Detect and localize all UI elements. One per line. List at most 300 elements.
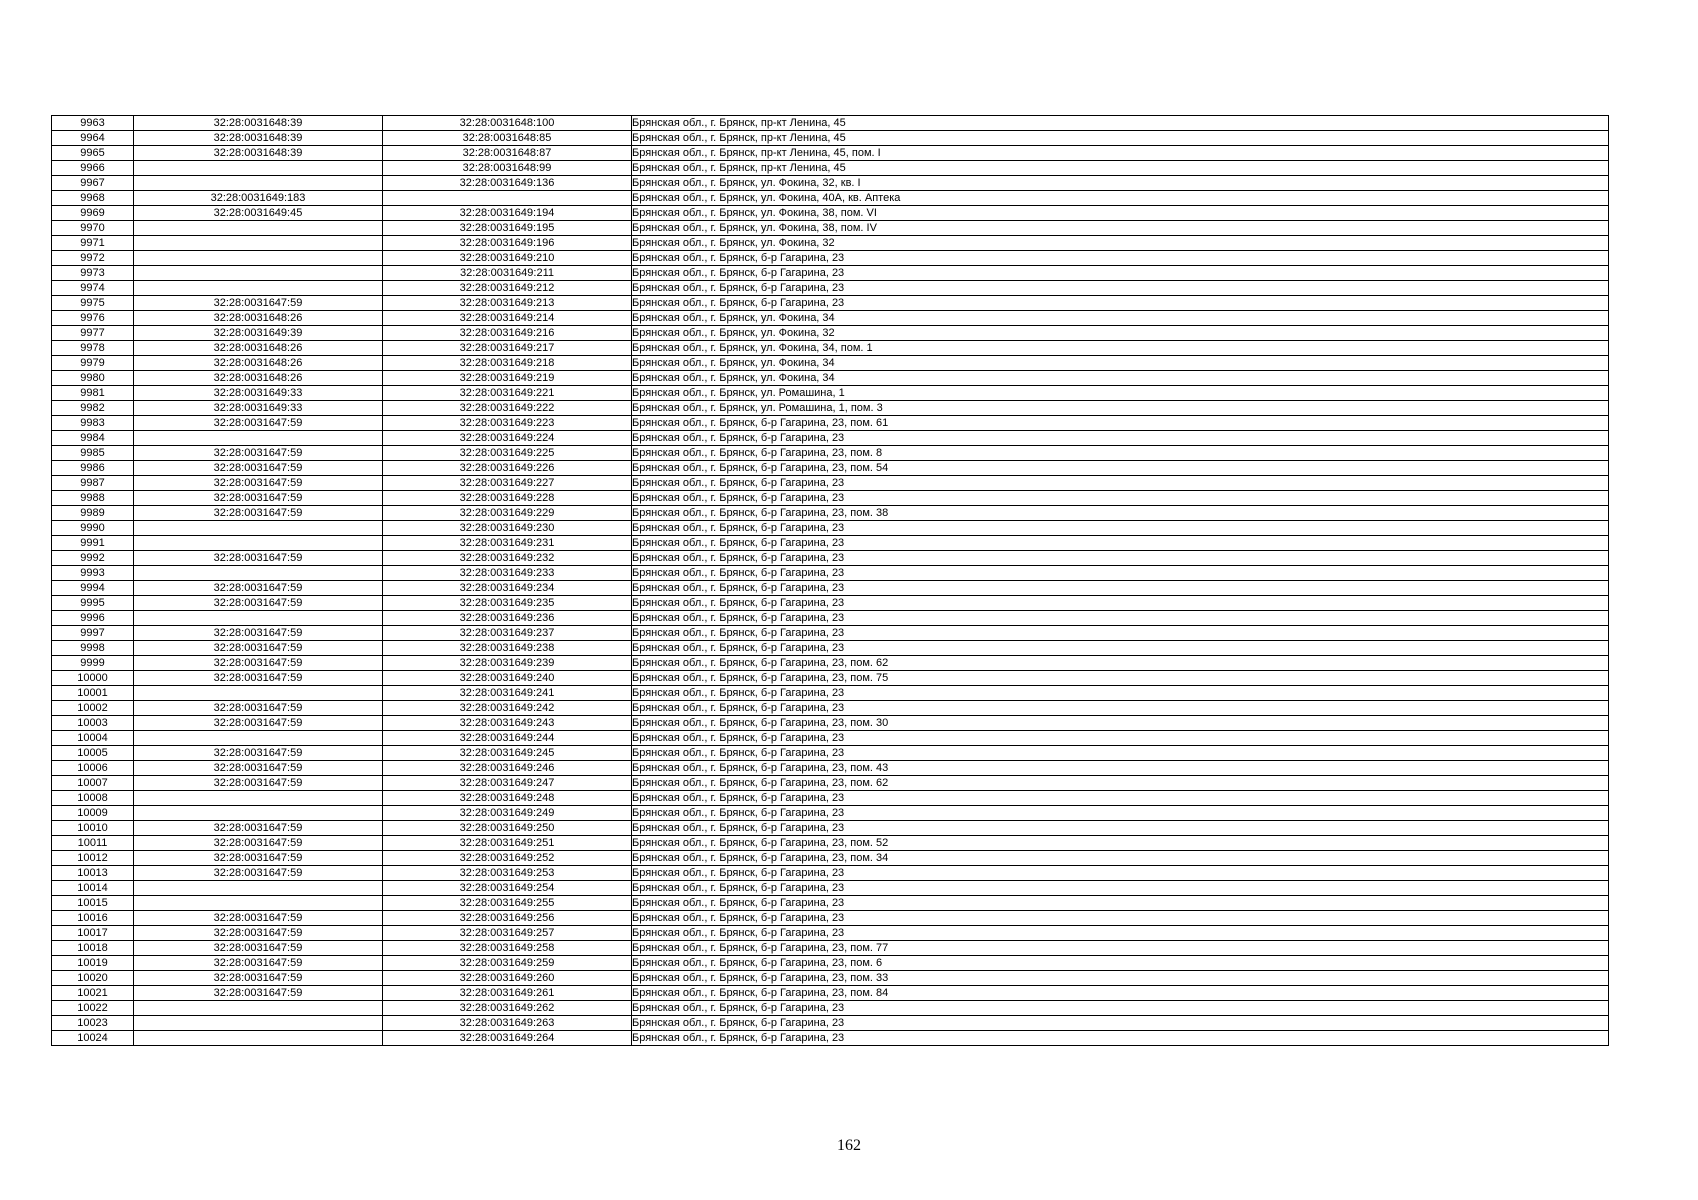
parent-cadastral-number-cell: 32:28:0031647:59: [134, 446, 383, 461]
table-row: [52, 161, 1609, 176]
table-row: [52, 491, 1609, 506]
row-number-cell: 9968: [52, 191, 134, 206]
table-row: [52, 461, 1609, 476]
parent-cadastral-number-cell: 32:28:0031647:59: [134, 956, 383, 971]
parent-cadastral-number-cell: [134, 536, 383, 551]
cadastral-number-cell: 32:28:0031649:245: [383, 746, 632, 761]
cadastral-number-cell: 32:28:0031649:218: [383, 356, 632, 371]
cadastral-number-cell: 32:28:0031649:256: [383, 911, 632, 926]
parent-cadastral-number-cell: [134, 1031, 383, 1046]
row-number-cell: 10007: [52, 776, 134, 791]
parent-cadastral-number-cell: 32:28:0031647:59: [134, 821, 383, 836]
parent-cadastral-number-cell: 32:28:0031647:59: [134, 986, 383, 1001]
address-cell: Брянская обл., г. Брянск, б-р Гагарина, 23, пом. 38: [632, 506, 1609, 521]
address-cell: Брянская обл., г. Брянск, б-р Гагарина, 23, пом. 75: [632, 671, 1609, 686]
table-row: [52, 266, 1609, 281]
address-cell: Брянская обл., г. Брянск, б-р Гагарина, 23, пом. 62: [632, 656, 1609, 671]
row-number-cell: 9993: [52, 566, 134, 581]
table-row: [52, 791, 1609, 806]
parent-cadastral-number-cell: [134, 566, 383, 581]
parent-cadastral-number-cell: 32:28:0031647:59: [134, 656, 383, 671]
cadastral-number-cell: 32:28:0031649:239: [383, 656, 632, 671]
address-cell: Брянская обл., г. Брянск, ул. Фокина, 34: [632, 356, 1609, 371]
address-cell: Брянская обл., г. Брянск, б-р Гагарина, 23: [632, 746, 1609, 761]
cadastral-number-cell: 32:28:0031649:250: [383, 821, 632, 836]
cadastral-number-cell: 32:28:0031649:253: [383, 866, 632, 881]
row-number-cell: 10014: [52, 881, 134, 896]
table-row: [52, 341, 1609, 356]
cadastral-number-cell: 32:28:0031649:234: [383, 581, 632, 596]
row-number-cell: 9989: [52, 506, 134, 521]
table-row: [52, 956, 1609, 971]
table-row: [52, 311, 1609, 326]
address-cell: Брянская обл., г. Брянск, б-р Гагарина, 23, пом. 6: [632, 956, 1609, 971]
table-row: [52, 416, 1609, 431]
address-cell: Брянская обл., г. Брянск, б-р Гагарина, 23, пом. 43: [632, 761, 1609, 776]
address-cell: Брянская обл., г. Брянск, ул. Фокина, 34: [632, 311, 1609, 326]
row-number-cell: 10024: [52, 1031, 134, 1046]
row-number-cell: 9981: [52, 386, 134, 401]
row-number-cell: 10017: [52, 926, 134, 941]
table-row: [52, 761, 1609, 776]
table-row: [52, 1001, 1609, 1016]
table-row: [52, 821, 1609, 836]
parent-cadastral-number-cell: 32:28:0031647:59: [134, 941, 383, 956]
row-number-cell: 10016: [52, 911, 134, 926]
cadastral-number-cell: 32:28:0031649:219: [383, 371, 632, 386]
row-number-cell: 10010: [52, 821, 134, 836]
parent-cadastral-number-cell: 32:28:0031648:39: [134, 131, 383, 146]
cadastral-number-cell: 32:28:0031649:222: [383, 401, 632, 416]
table-row: [52, 206, 1609, 221]
table-row: [52, 926, 1609, 941]
row-number-cell: 10009: [52, 806, 134, 821]
address-cell: Брянская обл., г. Брянск, б-р Гагарина, 23: [632, 281, 1609, 296]
row-number-cell: 9977: [52, 326, 134, 341]
parent-cadastral-number-cell: [134, 611, 383, 626]
parent-cadastral-number-cell: [134, 176, 383, 191]
table-row: [52, 506, 1609, 521]
address-cell: Брянская обл., г. Брянск, б-р Гагарина, 23, пом. 33: [632, 971, 1609, 986]
parent-cadastral-number-cell: 32:28:0031649:183: [134, 191, 383, 206]
cadastral-number-cell: 32:28:0031649:227: [383, 476, 632, 491]
parent-cadastral-number-cell: 32:28:0031647:59: [134, 296, 383, 311]
table-row: [52, 356, 1609, 371]
table-row: [52, 146, 1609, 161]
table-row: [52, 596, 1609, 611]
address-cell: Брянская обл., г. Брянск, б-р Гагарина, 23, пом. 62: [632, 776, 1609, 791]
row-number-cell: 10005: [52, 746, 134, 761]
cadastral-number-cell: 32:28:0031649:264: [383, 1031, 632, 1046]
table-row: [52, 536, 1609, 551]
address-cell: Брянская обл., г. Брянск, б-р Гагарина, 23: [632, 431, 1609, 446]
row-number-cell: 9979: [52, 356, 134, 371]
cadastral-number-cell: 32:28:0031649:247: [383, 776, 632, 791]
parent-cadastral-number-cell: [134, 521, 383, 536]
parent-cadastral-number-cell: 32:28:0031647:59: [134, 626, 383, 641]
parent-cadastral-number-cell: 32:28:0031647:59: [134, 971, 383, 986]
cadastral-number-cell: 32:28:0031649:254: [383, 881, 632, 896]
cadastral-number-cell: 32:28:0031649:194: [383, 206, 632, 221]
parent-cadastral-number-cell: 32:28:0031647:59: [134, 461, 383, 476]
cadastral-number-cell: 32:28:0031649:214: [383, 311, 632, 326]
address-cell: Брянская обл., г. Брянск, б-р Гагарина, 23: [632, 1016, 1609, 1031]
cadastral-number-cell: 32:28:0031649:223: [383, 416, 632, 431]
address-cell: Брянская обл., г. Брянск, б-р Гагарина, 23: [632, 926, 1609, 941]
row-number-cell: 9971: [52, 236, 134, 251]
address-cell: Брянская обл., г. Брянск, б-р Гагарина, 23: [632, 626, 1609, 641]
parent-cadastral-number-cell: 32:28:0031647:59: [134, 911, 383, 926]
cadastral-number-cell: [383, 191, 632, 206]
table-row: [52, 611, 1609, 626]
cadastral-number-cell: 32:28:0031648:100: [383, 116, 632, 131]
parent-cadastral-number-cell: 32:28:0031647:59: [134, 836, 383, 851]
parent-cadastral-number-cell: 32:28:0031648:26: [134, 311, 383, 326]
row-number-cell: 9990: [52, 521, 134, 536]
row-number-cell: 9984: [52, 431, 134, 446]
cadastral-number-cell: 32:28:0031649:241: [383, 686, 632, 701]
parent-cadastral-number-cell: 32:28:0031649:45: [134, 206, 383, 221]
row-number-cell: 9983: [52, 416, 134, 431]
row-number-cell: 10008: [52, 791, 134, 806]
cadastral-number-cell: 32:28:0031649:258: [383, 941, 632, 956]
parent-cadastral-number-cell: [134, 236, 383, 251]
cadastral-number-cell: 32:28:0031649:257: [383, 926, 632, 941]
table-row: [52, 686, 1609, 701]
table-row: [52, 131, 1609, 146]
address-cell: Брянская обл., г. Брянск, ул. Фокина, 32: [632, 236, 1609, 251]
parent-cadastral-number-cell: [134, 791, 383, 806]
table-row: [52, 896, 1609, 911]
table-row: [52, 881, 1609, 896]
table-row: [52, 446, 1609, 461]
table-row: [52, 176, 1609, 191]
address-cell: Брянская обл., г. Брянск, ул. Фокина, 40А, кв. Аптека: [632, 191, 1609, 206]
row-number-cell: 9996: [52, 611, 134, 626]
row-number-cell: 9975: [52, 296, 134, 311]
cadastral-number-cell: 32:28:0031649:195: [383, 221, 632, 236]
parent-cadastral-number-cell: 32:28:0031649:33: [134, 401, 383, 416]
address-cell: Брянская обл., г. Брянск, б-р Гагарина, 23: [632, 611, 1609, 626]
address-cell: Брянская обл., г. Брянск, б-р Гагарина, 23: [632, 821, 1609, 836]
address-cell: Брянская обл., г. Брянск, ул. Фокина, 32, кв. I: [632, 176, 1609, 191]
table-row: [52, 626, 1609, 641]
cadastral-number-cell: 32:28:0031649:255: [383, 896, 632, 911]
table-row: [52, 641, 1609, 656]
cadastral-number-cell: 32:28:0031649:221: [383, 386, 632, 401]
address-cell: Брянская обл., г. Брянск, б-р Гагарина, 23: [632, 551, 1609, 566]
address-cell: Брянская обл., г. Брянск, б-р Гагарина, 23: [632, 251, 1609, 266]
address-cell: Брянская обл., г. Брянск, б-р Гагарина, 23: [632, 911, 1609, 926]
row-number-cell: 10015: [52, 896, 134, 911]
row-number-cell: 9997: [52, 626, 134, 641]
address-cell: Брянская обл., г. Брянск, б-р Гагарина, 23: [632, 536, 1609, 551]
address-cell: Брянская обл., г. Брянск, б-р Гагарина, 23: [632, 596, 1609, 611]
row-number-cell: 9985: [52, 446, 134, 461]
table-row: [52, 551, 1609, 566]
table-row: [52, 941, 1609, 956]
table-row: [52, 326, 1609, 341]
cadastral-number-cell: 32:28:0031649:136: [383, 176, 632, 191]
table-row: [52, 836, 1609, 851]
cadastral-number-cell: 32:28:0031648:99: [383, 161, 632, 176]
table-row: [52, 776, 1609, 791]
row-number-cell: 9998: [52, 641, 134, 656]
parent-cadastral-number-cell: [134, 431, 383, 446]
table-row: [52, 386, 1609, 401]
row-number-cell: 9995: [52, 596, 134, 611]
row-number-cell: 9969: [52, 206, 134, 221]
row-number-cell: 10022: [52, 1001, 134, 1016]
address-cell: Брянская обл., г. Брянск, б-р Гагарина, 23, пом. 61: [632, 416, 1609, 431]
row-number-cell: 9974: [52, 281, 134, 296]
address-cell: Брянская обл., г. Брянск, б-р Гагарина, 23: [632, 641, 1609, 656]
parent-cadastral-number-cell: 32:28:0031647:59: [134, 716, 383, 731]
address-cell: Брянская обл., г. Брянск, б-р Гагарина, 23: [632, 1001, 1609, 1016]
table-body: [52, 116, 1609, 1046]
cadastral-number-cell: 32:28:0031649:237: [383, 626, 632, 641]
row-number-cell: 9980: [52, 371, 134, 386]
table-row: [52, 716, 1609, 731]
cadastral-number-cell: 32:28:0031649:244: [383, 731, 632, 746]
address-cell: Брянская обл., г. Брянск, б-р Гагарина, 23: [632, 806, 1609, 821]
address-cell: Брянская обл., г. Брянск, б-р Гагарина, 23, пом. 34: [632, 851, 1609, 866]
address-cell: Брянская обл., г. Брянск, пр-кт Ленина, 45: [632, 116, 1609, 131]
row-number-cell: 9965: [52, 146, 134, 161]
table-row: [52, 566, 1609, 581]
parent-cadastral-number-cell: 32:28:0031647:59: [134, 746, 383, 761]
parent-cadastral-number-cell: [134, 686, 383, 701]
table-row: [52, 806, 1609, 821]
row-number-cell: 9999: [52, 656, 134, 671]
parent-cadastral-number-cell: 32:28:0031647:59: [134, 926, 383, 941]
cadastral-number-cell: 32:28:0031649:232: [383, 551, 632, 566]
row-number-cell: 9982: [52, 401, 134, 416]
table-row: [52, 656, 1609, 671]
row-number-cell: 10011: [52, 836, 134, 851]
cadastral-number-cell: 32:28:0031649:211: [383, 266, 632, 281]
address-cell: Брянская обл., г. Брянск, ул. Ромашина, 1: [632, 386, 1609, 401]
address-cell: Брянская обл., г. Брянск, ул. Фокина, 34, пом. 1: [632, 341, 1609, 356]
address-cell: Брянская обл., г. Брянск, б-р Гагарина, 23: [632, 296, 1609, 311]
parent-cadastral-number-cell: 32:28:0031648:39: [134, 146, 383, 161]
table-row: [52, 221, 1609, 236]
address-cell: Брянская обл., г. Брянск, б-р Гагарина, 23: [632, 1031, 1609, 1046]
table-row: [52, 251, 1609, 266]
parent-cadastral-number-cell: [134, 896, 383, 911]
table-row: [52, 401, 1609, 416]
parent-cadastral-number-cell: [134, 806, 383, 821]
parent-cadastral-number-cell: [134, 881, 383, 896]
cadastral-number-cell: 32:28:0031649:212: [383, 281, 632, 296]
parent-cadastral-number-cell: [134, 161, 383, 176]
address-cell: Брянская обл., г. Брянск, б-р Гагарина, 23: [632, 476, 1609, 491]
parent-cadastral-number-cell: 32:28:0031648:26: [134, 356, 383, 371]
cadastral-number-cell: 32:28:0031649:248: [383, 791, 632, 806]
cadastral-number-cell: 32:28:0031648:85: [383, 131, 632, 146]
row-number-cell: 9964: [52, 131, 134, 146]
table-row: [52, 116, 1609, 131]
cadastral-number-cell: 32:28:0031649:229: [383, 506, 632, 521]
table-row: [52, 1016, 1609, 1031]
address-cell: Брянская обл., г. Брянск, пр-кт Ленина, 45: [632, 161, 1609, 176]
address-cell: Брянская обл., г. Брянск, б-р Гагарина, 23: [632, 581, 1609, 596]
cadastral-register-table: [51, 115, 1609, 1046]
parent-cadastral-number-cell: 32:28:0031649:39: [134, 326, 383, 341]
row-number-cell: 10000: [52, 671, 134, 686]
cadastral-number-cell: 32:28:0031649:196: [383, 236, 632, 251]
row-number-cell: 9972: [52, 251, 134, 266]
address-cell: Брянская обл., г. Брянск, ул. Фокина, 38, пом. IV: [632, 221, 1609, 236]
table-row: [52, 971, 1609, 986]
address-cell: Брянская обл., г. Брянск, б-р Гагарина, 23: [632, 686, 1609, 701]
parent-cadastral-number-cell: [134, 1001, 383, 1016]
parent-cadastral-number-cell: [134, 1016, 383, 1031]
cadastral-number-cell: 32:28:0031649:238: [383, 641, 632, 656]
address-cell: Брянская обл., г. Брянск, б-р Гагарина, 23: [632, 896, 1609, 911]
row-number-cell: 10018: [52, 941, 134, 956]
row-number-cell: 10021: [52, 986, 134, 1001]
table-row: [52, 296, 1609, 311]
cadastral-number-cell: 32:28:0031649:213: [383, 296, 632, 311]
address-cell: Брянская обл., г. Брянск, б-р Гагарина, 23, пом. 30: [632, 716, 1609, 731]
address-cell: Брянская обл., г. Брянск, ул. Ромашина, 1, пом. 3: [632, 401, 1609, 416]
parent-cadastral-number-cell: 32:28:0031647:59: [134, 761, 383, 776]
row-number-cell: 9992: [52, 551, 134, 566]
parent-cadastral-number-cell: 32:28:0031647:59: [134, 641, 383, 656]
table-row: [52, 521, 1609, 536]
cadastral-number-cell: 32:28:0031649:240: [383, 671, 632, 686]
row-number-cell: 10002: [52, 701, 134, 716]
row-number-cell: 9970: [52, 221, 134, 236]
table-row: [52, 431, 1609, 446]
address-cell: Брянская обл., г. Брянск, ул. Фокина, 34: [632, 371, 1609, 386]
address-cell: Брянская обл., г. Брянск, б-р Гагарина, 23: [632, 566, 1609, 581]
cadastral-number-cell: 32:28:0031649:261: [383, 986, 632, 1001]
cadastral-number-cell: 32:28:0031649:259: [383, 956, 632, 971]
table-row: [52, 281, 1609, 296]
address-cell: Брянская обл., г. Брянск, пр-кт Ленина, 45: [632, 131, 1609, 146]
parent-cadastral-number-cell: [134, 281, 383, 296]
row-number-cell: 9973: [52, 266, 134, 281]
parent-cadastral-number-cell: 32:28:0031647:59: [134, 491, 383, 506]
parent-cadastral-number-cell: [134, 251, 383, 266]
parent-cadastral-number-cell: 32:28:0031648:26: [134, 341, 383, 356]
cadastral-number-cell: 32:28:0031649:243: [383, 716, 632, 731]
parent-cadastral-number-cell: 32:28:0031649:33: [134, 386, 383, 401]
cadastral-number-cell: 32:28:0031649:251: [383, 836, 632, 851]
cadastral-number-cell: 32:28:0031649:233: [383, 566, 632, 581]
table-row: [52, 1031, 1609, 1046]
address-cell: Брянская обл., г. Брянск, б-р Гагарина, 23, пом. 54: [632, 461, 1609, 476]
cadastral-number-cell: 32:28:0031649:216: [383, 326, 632, 341]
cadastral-number-cell: 32:28:0031649:224: [383, 431, 632, 446]
table-row: [52, 986, 1609, 1001]
table-row: [52, 581, 1609, 596]
cadastral-number-cell: 32:28:0031649:246: [383, 761, 632, 776]
row-number-cell: 10023: [52, 1016, 134, 1031]
row-number-cell: 10019: [52, 956, 134, 971]
row-number-cell: 9994: [52, 581, 134, 596]
cadastral-number-cell: 32:28:0031649:252: [383, 851, 632, 866]
table-row: [52, 671, 1609, 686]
address-cell: Брянская обл., г. Брянск, пр-кт Ленина, 45, пом. I: [632, 146, 1609, 161]
cadastral-number-cell: 32:28:0031649:236: [383, 611, 632, 626]
row-number-cell: 10004: [52, 731, 134, 746]
parent-cadastral-number-cell: 32:28:0031647:59: [134, 506, 383, 521]
address-cell: Брянская обл., г. Брянск, б-р Гагарина, 23, пом. 8: [632, 446, 1609, 461]
row-number-cell: 10020: [52, 971, 134, 986]
cadastral-number-cell: 32:28:0031649:231: [383, 536, 632, 551]
table-row: [52, 866, 1609, 881]
table-row: [52, 731, 1609, 746]
row-number-cell: 9966: [52, 161, 134, 176]
parent-cadastral-number-cell: 32:28:0031647:59: [134, 671, 383, 686]
parent-cadastral-number-cell: 32:28:0031647:59: [134, 551, 383, 566]
row-number-cell: 9963: [52, 116, 134, 131]
cadastral-number-cell: 32:28:0031649:217: [383, 341, 632, 356]
cadastral-number-cell: 32:28:0031649:210: [383, 251, 632, 266]
address-cell: Брянская обл., г. Брянск, б-р Гагарина, 23: [632, 731, 1609, 746]
parent-cadastral-number-cell: 32:28:0031647:59: [134, 416, 383, 431]
row-number-cell: 10006: [52, 761, 134, 776]
row-number-cell: 9988: [52, 491, 134, 506]
address-cell: Брянская обл., г. Брянск, б-р Гагарина, 23: [632, 701, 1609, 716]
address-cell: Брянская обл., г. Брянск, б-р Гагарина, 23: [632, 491, 1609, 506]
parent-cadastral-number-cell: 32:28:0031647:59: [134, 476, 383, 491]
table-row: [52, 236, 1609, 251]
table-row: [52, 851, 1609, 866]
row-number-cell: 9978: [52, 341, 134, 356]
cadastral-number-cell: 32:28:0031649:262: [383, 1001, 632, 1016]
address-cell: Брянская обл., г. Брянск, б-р Гагарина, 23: [632, 791, 1609, 806]
address-cell: Брянская обл., г. Брянск, ул. Фокина, 32: [632, 326, 1609, 341]
cadastral-number-cell: 32:28:0031649:230: [383, 521, 632, 536]
address-cell: Брянская обл., г. Брянск, б-р Гагарина, 23, пом. 52: [632, 836, 1609, 851]
table-row: [52, 701, 1609, 716]
parent-cadastral-number-cell: 32:28:0031648:26: [134, 371, 383, 386]
parent-cadastral-number-cell: 32:28:0031647:59: [134, 866, 383, 881]
row-number-cell: 10013: [52, 866, 134, 881]
row-number-cell: 9967: [52, 176, 134, 191]
address-cell: Брянская обл., г. Брянск, б-р Гагарина, 23: [632, 866, 1609, 881]
cadastral-number-cell: 32:28:0031649:260: [383, 971, 632, 986]
row-number-cell: 9986: [52, 461, 134, 476]
table-row: [52, 371, 1609, 386]
table-row: [52, 191, 1609, 206]
parent-cadastral-number-cell: 32:28:0031648:39: [134, 116, 383, 131]
table-row: [52, 476, 1609, 491]
table-row: [52, 746, 1609, 761]
address-cell: Брянская обл., г. Брянск, б-р Гагарина, 23: [632, 881, 1609, 896]
address-cell: Брянская обл., г. Брянск, ул. Фокина, 38, пом. VI: [632, 206, 1609, 221]
address-cell: Брянская обл., г. Брянск, б-р Гагарина, 23: [632, 266, 1609, 281]
parent-cadastral-number-cell: 32:28:0031647:59: [134, 851, 383, 866]
cadastral-number-cell: 32:28:0031649:249: [383, 806, 632, 821]
cadastral-number-cell: 32:28:0031649:228: [383, 491, 632, 506]
parent-cadastral-number-cell: 32:28:0031647:59: [134, 596, 383, 611]
cadastral-number-cell: 32:28:0031649:226: [383, 461, 632, 476]
parent-cadastral-number-cell: [134, 221, 383, 236]
row-number-cell: 9987: [52, 476, 134, 491]
parent-cadastral-number-cell: 32:28:0031647:59: [134, 701, 383, 716]
row-number-cell: 10003: [52, 716, 134, 731]
table-row: [52, 911, 1609, 926]
address-cell: Брянская обл., г. Брянск, б-р Гагарина, 23, пом. 77: [632, 941, 1609, 956]
cadastral-number-cell: 32:28:0031648:87: [383, 146, 632, 161]
row-number-cell: 10012: [52, 851, 134, 866]
cadastral-number-cell: 32:28:0031649:263: [383, 1016, 632, 1031]
